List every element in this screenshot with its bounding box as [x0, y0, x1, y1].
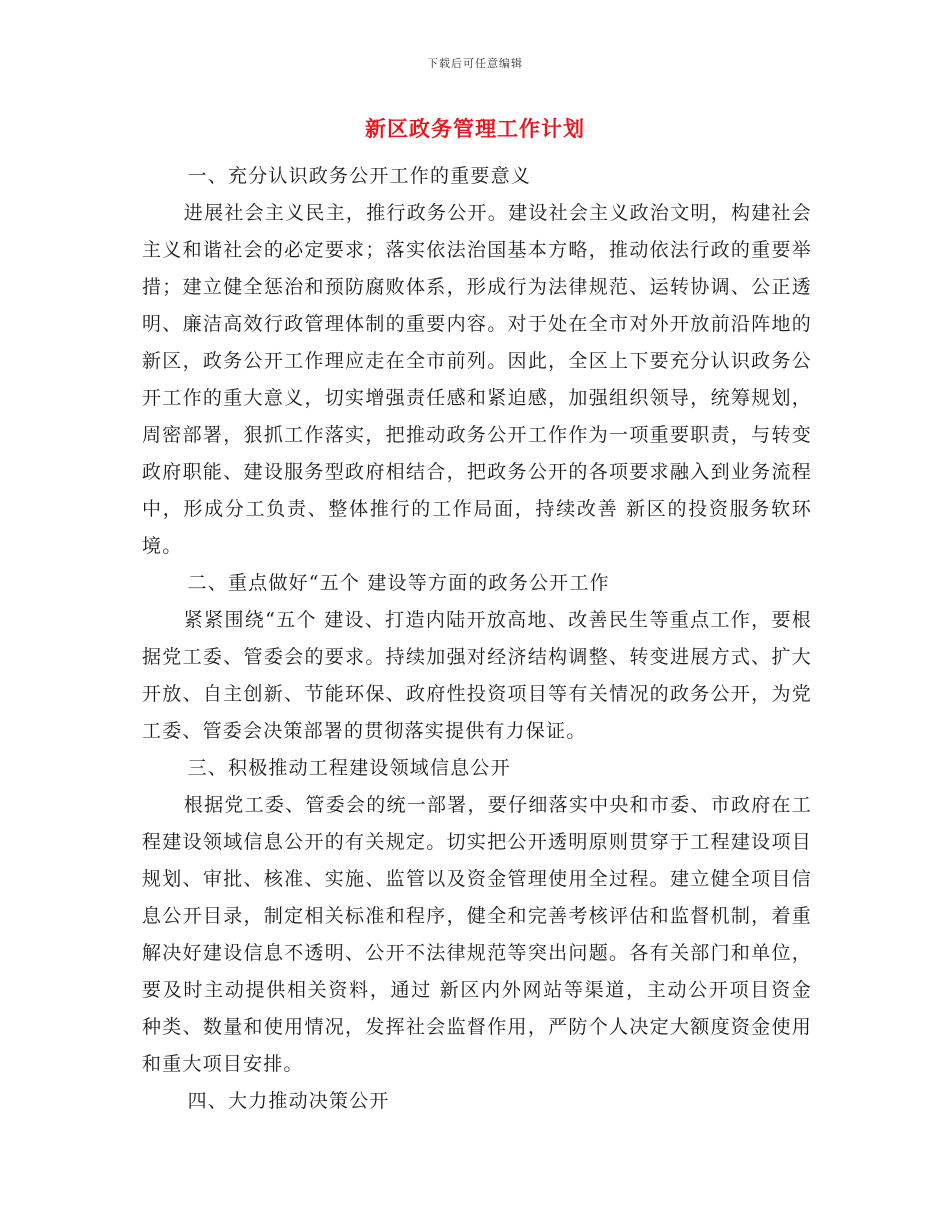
section-heading-3: 三、积极推动工程建设领域信息公开 — [187, 757, 511, 779]
section-heading-4: 四、大力推动决策公开 — [187, 1090, 390, 1112]
document-title: 新区政务管理工作计划 — [365, 116, 585, 141]
section-paragraph-2: 紧紧围绕“五个 建设、打造内陆开放高地、改善民生等重点工作，要根据党工委、管委会的要求。持续加强对经济结构调整、转变进展方式、扩大开放、自主创新、节能环保、政府性投资项目等有关情况的政务公开，为党工委、管委会决策部署的贯彻落实提供有力保证。 — [142, 609, 812, 742]
section-paragraph-1: 进展社会主义民主，推行政务公开。建设社会主义政治文明，构建社会主义和谐社会的必定要求；落实依法治国基本方略，推动依法行政的重要举措；建立健全惩治和预防腐败体系，形成行为法律规范、运转协调、公正透明、廉洁高效行政管理体制的重要内容。对于处在全市对外开放前沿阵地的新区，政务公开工作理应走在全市前列。因此，全区上下要充分认识政务公开工作的重大意义，切实增强责任感和紧迫感，加强组织领导，统筹规划，周密部署，狠抓工作落实，把推动政务公开工作作为一项重要职责，与转变政府职能、建设服务型政府相结合，把政务公开的各项要求融入到业务流程中，形成分工负责、整体推行的工作局面，持续改善 新区的投资服务软环境。 — [142, 202, 812, 557]
section-paragraph-3: 根据党工委、管委会的统一部署，要仔细落实中央和市委、市政府在工程建设领域信息公开的有关规定。切实把公开透明原则贯穿于工程建设项目规划、审批、核准、实施、监管以及资金管理使用全过程。建立健全项目信息公开目录，制定相关标准和程序，健全和完善考核评估和监督机制，着重解决好建设信息不透明、公开不法律规范等突出问题。各有关部门和单位，要及时主动提供相关资料，通过 新区内外网站等渠道，主动公开项目资金种类、数量和使用情况，发挥社会监督作用，严防个人决定大额度资金使用和重大项目安排。 — [142, 794, 812, 1075]
document-body — [142, 158, 812, 1120]
section-heading-1: 一、充分认识政务公开工作的重要意义 — [187, 165, 531, 187]
download-note: 下载后可任意编辑 — [427, 57, 523, 70]
section-heading-2: 二、重点做好“五个 建设等方面的政务公开工作 — [187, 572, 610, 594]
